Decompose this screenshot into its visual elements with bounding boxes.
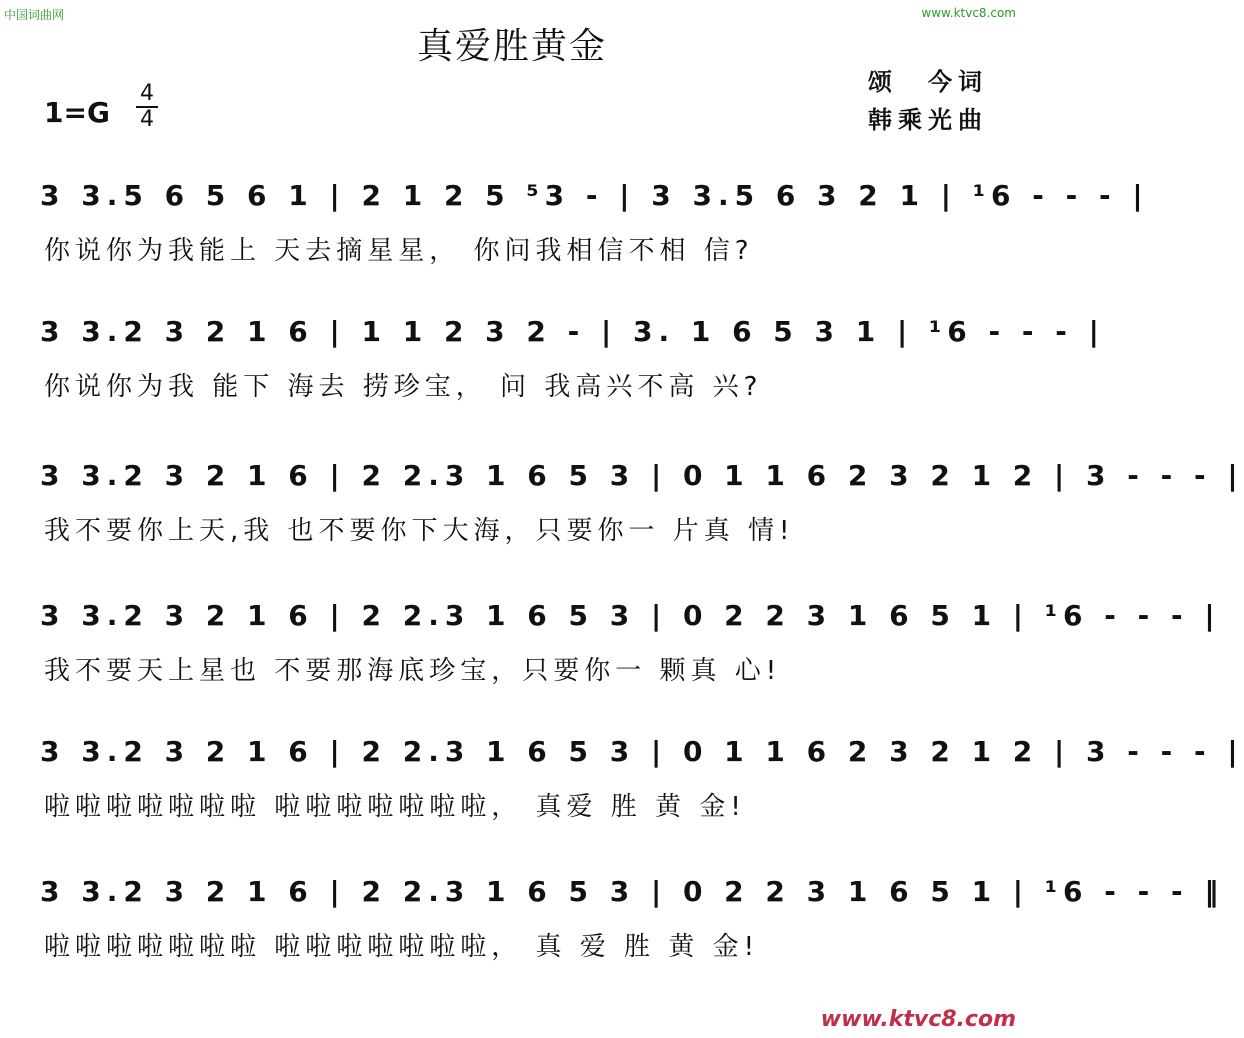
score-row — [40, 580, 1221, 694]
lyrics-line: 我不要你上天,我 也不要你下大海，只要你一 片真 情! — [44, 516, 795, 546]
score-row — [40, 716, 1244, 830]
score-row — [40, 296, 1105, 410]
notation-line: 3 3.2 3 2 1 6 | 2 2.3 1 6 5 3 | 0 2 2 3 1 6 5 1 | ¹6 - - - | — [40, 598, 1221, 632]
time-signature-top: 4 — [140, 81, 154, 106]
lyrics-line: 你说你为我 能下 海去 捞珍宝， 问 我高兴不高 兴? — [44, 372, 763, 402]
song-title: 真爱胜黄金 — [416, 26, 607, 67]
composer-credit: 韩乘光曲 — [868, 106, 988, 134]
lyrics-line: 我不要天上星也 不要那海底珍宝，只要你一 颗真 心! — [44, 656, 782, 686]
key-signature: 1=G — [44, 96, 110, 129]
site-watermark-left: 中国词曲网 — [4, 8, 65, 22]
score-row — [40, 856, 1225, 970]
score-row — [40, 440, 1244, 554]
notation-line: 3 3.2 3 2 1 6 | 2 2.3 1 6 5 3 | 0 1 1 6 2 3 2 1 2 | 3 - - - | — [40, 458, 1244, 492]
lyrics-line: 啦啦啦啦啦啦啦 啦啦啦啦啦啦啦， 真 爱 胜 黄 金! — [44, 932, 760, 962]
notation-line: 3 3.2 3 2 1 6 | 1 1 2 3 2 - | 3. 1 6 5 3 1 | ¹6 - - - | — [40, 314, 1105, 348]
lyricist-credit: 颂 今词 — [868, 68, 988, 96]
time-signature — [136, 81, 158, 132]
notation-line: 3 3.2 3 2 1 6 | 2 2.3 1 6 5 3 | 0 1 1 6 2 3 2 1 2 | 3 - - - | — [40, 734, 1244, 768]
notation-line: 3 3.5 6 5 6 1 | 2 1 2 5 ⁵3 - | 3 3.5 6 3 2 1 | ¹6 - - - | — [40, 178, 1149, 212]
lyrics-line: 啦啦啦啦啦啦啦 啦啦啦啦啦啦啦， 真爱 胜 黄 金! — [44, 792, 746, 822]
lyrics-line: 你说你为我能上 天去摘星星， 你问我相信不相 信? — [44, 236, 754, 266]
site-watermark-right: www.ktvc8.com — [921, 6, 1016, 20]
time-signature-bottom: 4 — [140, 107, 154, 132]
score-row — [40, 160, 1149, 274]
footer-watermark: www.ktvc8.com — [820, 1007, 1016, 1032]
notation-line: 3 3.2 3 2 1 6 | 2 2.3 1 6 5 3 | 0 2 2 3 1 6 5 1 | ¹6 - - - ‖ — [40, 874, 1225, 908]
